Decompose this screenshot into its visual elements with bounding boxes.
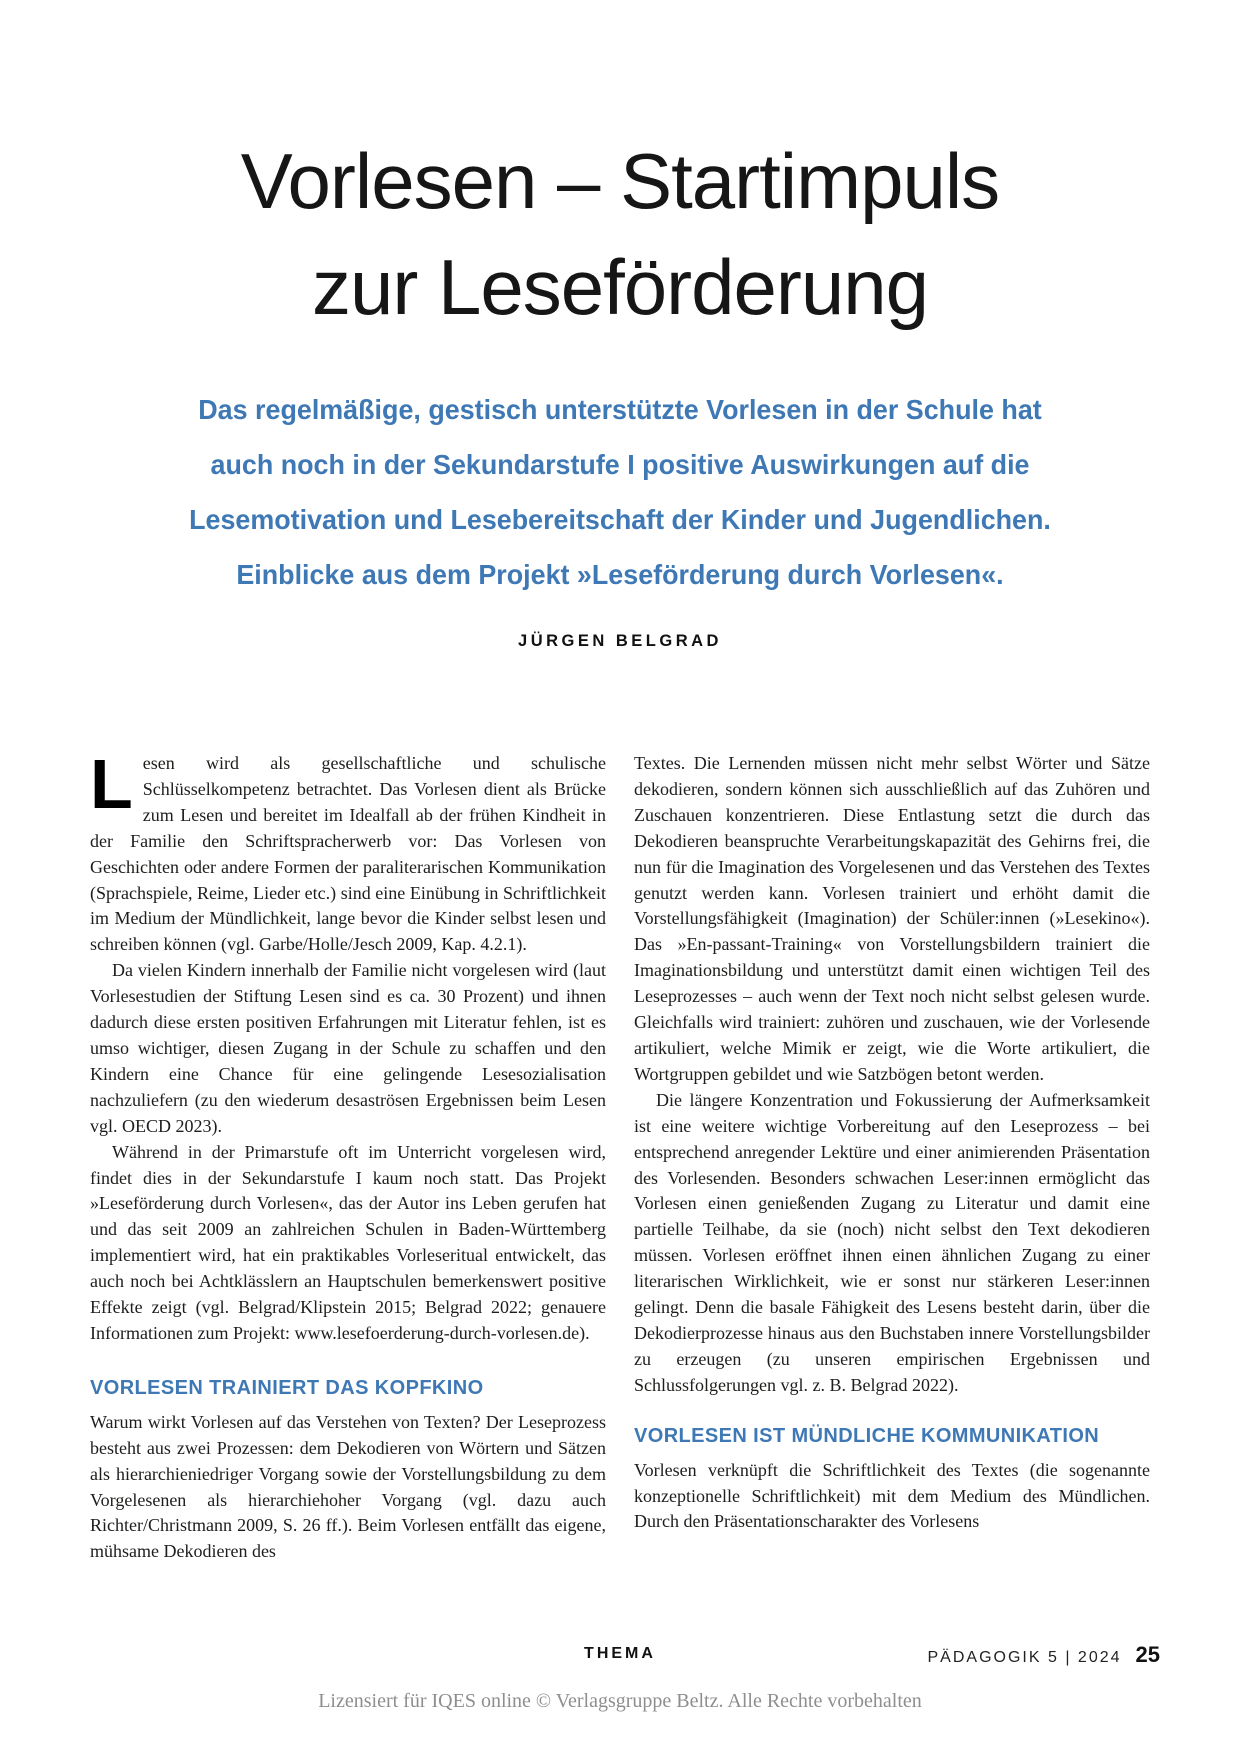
article-subtitle <box>0 382 1240 602</box>
title-line-2: zur Leseförderung <box>311 243 929 331</box>
footer-page-number: 25 <box>1135 1642 1160 1667</box>
paragraph: Vorlesen verknüpft die Schriftlichkeit des Textes (die sogenannte konzeptionelle Schriftlichkeit) mit dem Medium des Mündlichen. Durch den Präsentationscharakter des Vorlesens <box>634 1459 1150 1532</box>
paragraph: Da vielen Kindern innerhalb der Familie nicht vorgelesen wird (laut Vorlesestudien der Stiftung Lesen sind es ca. 30 Prozent) und ihnen dadurch diese ersten positiven Erfahrungen mit Literatur fehlen, ist es umso wichtiger, diesen Zugang in der Schule zu schaffen und den Kindern eine Chance für eine gelingende Lesesozialisation nachzuliefern (zu den wiederum desaströsen Ergebnissen beim Lesen vgl. OECD 2023). <box>90 960 606 1136</box>
column-right <box>634 751 1150 1565</box>
subtitle-line: auch noch in der Sekundarstufe I positive Auswirkungen auf die <box>210 449 1030 480</box>
paragraph: Textes. Die Lernenden müssen nicht mehr selbst Wörter und Sätze dekodieren, sondern können sich ausschließlich auf das Zuhören und Zuschauen konzentrieren. Diese Entlastung setzt die durch das Dekodieren beanspruchte Verarbeitungskapazität des Gehirns frei, die nun für die Imagination des Vorgelesenen und das Verstehen des Textes genutzt werden kann. Vorlesen trainiert und erhöht damit die Vorstellungsfähigkeit (Imagination) der Schüler:innen (»Lesekino«). Das »En-passant-Training« von Vorstellungsbildern trainiert die Imaginationsbildung und unterstützt damit einen wichtigen Teil des Leseprozesses – auch wenn der Text noch nicht selbst gelesen wurde. Gleichfalls wird trainiert: zuhören und zuschauen, wie der Vorlesende artikuliert, welche Mimik er zeigt, wie die Worte artikuliert, die Wortgruppen gebildet und wie Satzbögen betont werden. <box>634 753 1150 1084</box>
drop-cap: L <box>90 745 133 823</box>
column-left <box>90 745 606 1565</box>
subtitle-line: Lesemotivation und Lesebereitschaft der Kinder und Jugendlichen. <box>189 504 1051 535</box>
paragraph: Während in der Primarstufe oft im Unterricht vorgelesen wird, findet dies in der Sekundarstufe I kaum noch statt. Das Projekt »Leseförderung durch Vorlesen«, das der Autor ins Leben gerufen hat und das seit 2009 an zahlreichen Schulen in Baden-Württemberg implementiert wird, hat ein praktikables Vorleseritual entwickelt, das auch noch bei Achtklässlern an Hauptschulen bemerkenswert positive Effekte zeigt (vgl. Belgrad/Klipstein 2015; Belgrad 2022; genauere Informationen zum Projekt: www.lesefoerderung-durch-vorlesen.de). <box>90 1141 606 1343</box>
section-heading-kopfkino: VORLESEN TRAINIERT DAS KOPFKINO <box>90 1376 484 1399</box>
license-note: Lizensiert für IQES online © Verlagsgruppe Beltz. Alle Rechte vorbehalten <box>318 1690 922 1712</box>
article-body <box>0 745 1240 1565</box>
footer-journal-info <box>928 1642 1161 1668</box>
article-title <box>0 128 1240 340</box>
footer-journal-title: PÄDAGOGIK 5 | 2024 <box>927 1649 1122 1666</box>
paragraph <box>90 745 606 958</box>
section-heading-kommunikation: VORLESEN IST MÜNDLICHE KOMMUNIKATION <box>634 1424 1100 1447</box>
paragraph: Die längere Konzentration und Fokussierung der Aufmerksamkeit ist eine weitere wichtige Vorbereitung auf den Leseprozess – bei entsprechend anregender Lektüre und einer animierenden Präsentation des Vorlesenden. Besonders schwachen Leser:innen ermöglicht das Vorlesen einen genießenden Zugang zu Literatur und damit eine partielle Teilhabe, da sie (noch) nicht selbst den Text dekodieren müssen. Vorlesen eröffnet ihnen einen ähnlichen Zugang zu einer literarischen Wirklichkeit, wie er sonst nur stärkeren Leser:innen gelingt. Denn die basale Fähigkeit des Lesens besteht darin, über die Dekodierprozesse hinaus aus den Buchstaben innere Vorstellungsbilder zu erzeugen (zu unseren empirischen Ergebnissen und Schlussfolgerungen vgl. z. B. Belgrad 2022). <box>634 1089 1150 1395</box>
author-name: JÜRGEN BELGRAD <box>518 632 722 650</box>
footer-section-label: THEMA <box>584 1645 656 1662</box>
subtitle-line: Einblicke aus dem Projekt »Leseförderung durch Vorlesen«. <box>236 559 1004 590</box>
subtitle-line: Das regelmäßige, gestisch unterstützte Vorlesen in der Schule hat <box>198 394 1042 425</box>
paragraph-text: esen wird als gesellschaftliche und schulische Schlüsselkompetenz betrachtet. Das Vorlesen dient als Brücke zum Lesen und bereitet im Idealfall ab der frühen Kindheit in der Familie den Schriftspracherwerb vor: Das Vorlesen von Geschichten oder andere Formen der paraliterarischen Kommunikation (Sprachspiele, Reime, Lieder etc.) sind eine Einübung in Schriftlichkeit im Medium der Mündlichkeit, lange bevor die Kinder selbst lesen und schreiben können (vgl. Garbe/Holle/Jesch 2009, Kap. 4.2.1). <box>90 753 606 955</box>
paragraph: Warum wirkt Vorlesen auf das Verstehen von Texten? Der Leseprozess besteht aus zwei Prozessen: dem Dekodieren von Wörtern und Sätzen als hierarchieniedriger Vorgang sowie der Vorstellungsbildung zu dem Vorgelesenen als hierarchiehoher Vorgang (vgl. dazu auch Richter/Christmann 2009, S. 26 ff.). Beim Vorlesen entfällt das eigene, mühsame Dekodieren des <box>90 1411 606 1562</box>
title-line-1: Vorlesen – Startimpuls <box>240 137 1000 225</box>
